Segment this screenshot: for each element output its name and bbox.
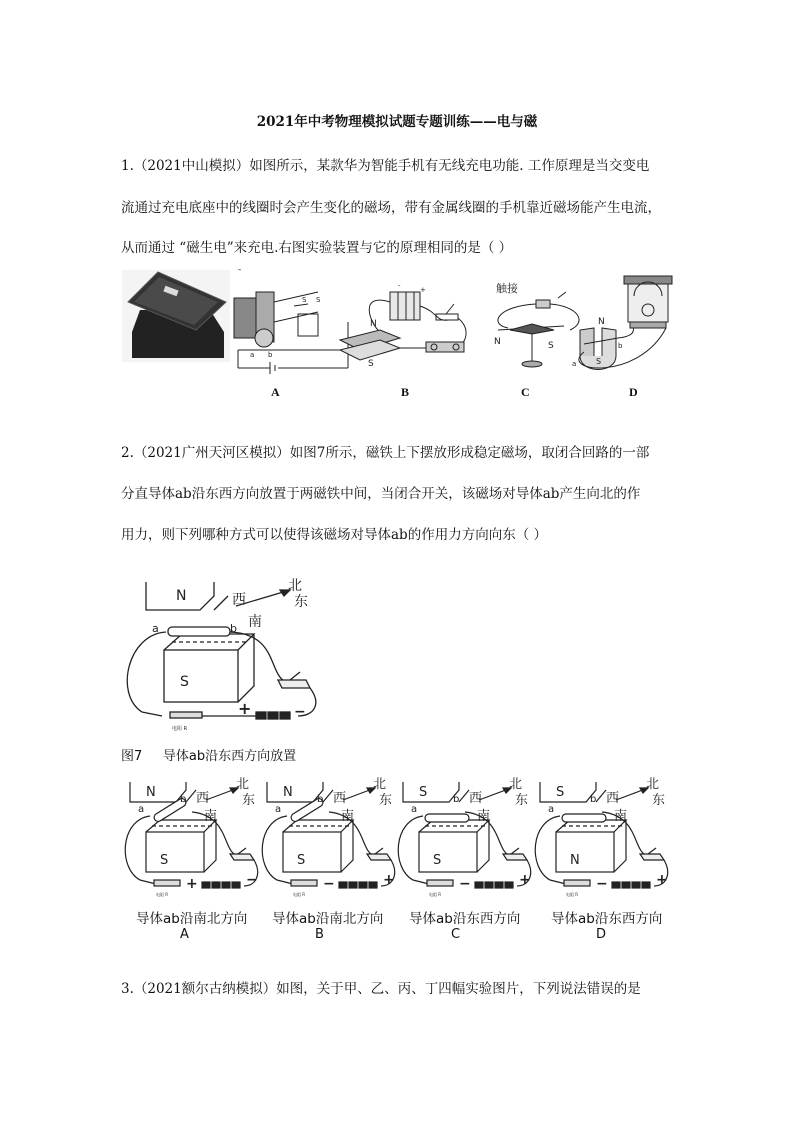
q1-option-a-label: A bbox=[271, 385, 280, 399]
option-a: a bbox=[411, 804, 418, 815]
svg-text:S: S bbox=[548, 341, 554, 351]
option-west: 西 bbox=[469, 791, 483, 806]
option-north: 北 bbox=[236, 777, 250, 792]
fig7-top-pole: N bbox=[176, 588, 187, 604]
option-north: 北 bbox=[646, 777, 660, 792]
q1-line-3: 从而通过 “磁生电”来充电.右图实验装置与它的原理相同的是（ ） bbox=[121, 240, 513, 256]
option-left-sign: − bbox=[323, 876, 335, 892]
figure-d bbox=[572, 276, 672, 370]
q2-option-d-caption: 导体ab沿东西方向 bbox=[551, 911, 663, 927]
fig7-plus: + bbox=[238, 699, 252, 718]
q2-option-figure-a bbox=[125, 777, 257, 897]
option-east: 东 bbox=[242, 793, 256, 808]
figure-7 bbox=[118, 574, 328, 734]
svg-text:b: b bbox=[618, 342, 623, 350]
option-b: b bbox=[590, 794, 597, 805]
option-top-pole: N bbox=[146, 785, 156, 800]
option-bottom-pole: S bbox=[160, 853, 169, 868]
svg-text:S: S bbox=[368, 359, 374, 369]
svg-text:a: a bbox=[572, 360, 577, 368]
q2-option-a-caption: 导体ab沿南北方向 bbox=[136, 911, 248, 927]
q2-option-figure-b bbox=[262, 777, 394, 897]
option-a: a bbox=[548, 804, 555, 815]
option-east: 东 bbox=[652, 793, 666, 808]
svg-text:S: S bbox=[316, 296, 321, 304]
option-right-sign: + bbox=[519, 872, 531, 888]
option-west: 西 bbox=[606, 791, 620, 806]
option-a: a bbox=[138, 804, 145, 815]
q2-option-d-letter: D bbox=[596, 927, 607, 942]
svg-text:N: N bbox=[370, 319, 377, 329]
option-top-pole: N bbox=[283, 785, 293, 800]
figure-7-caption: 图7 导体ab沿东西方向放置 bbox=[121, 749, 297, 764]
option-resistor: 电阻 R bbox=[429, 892, 442, 897]
option-b: b bbox=[317, 794, 324, 805]
option-top-pole: S bbox=[419, 785, 428, 800]
q1-line-2: 流通过充电底座中的线圈时会产生变化的磁场，带有金属线圈的手机靠近磁场能产生电流， bbox=[121, 200, 661, 216]
option-top-pole: S bbox=[556, 785, 565, 800]
fig7-b: b bbox=[230, 622, 237, 635]
option-north: 北 bbox=[509, 777, 523, 792]
page-title: 2021年中考物理模拟试题专题训练——电与磁 bbox=[256, 114, 538, 130]
svg-text:S: S bbox=[596, 357, 602, 366]
option-west: 西 bbox=[196, 791, 210, 806]
svg-text:N: N bbox=[494, 337, 501, 347]
fig7-north: 北 bbox=[288, 578, 302, 594]
option-bottom-pole: N bbox=[570, 853, 580, 868]
fig7-a: a bbox=[152, 622, 159, 635]
svg-text:+: + bbox=[420, 286, 426, 294]
fig7-minus: − bbox=[294, 704, 306, 720]
svg-text:-: - bbox=[398, 282, 401, 290]
q2-option-b-letter: B bbox=[315, 927, 324, 942]
option-resistor: 电阻 R bbox=[566, 892, 579, 897]
fig7-bottom-pole: S bbox=[180, 674, 189, 690]
option-a: a bbox=[275, 804, 282, 815]
fig7-resistor: 电阻 R bbox=[172, 726, 188, 732]
q1-line-1: 1.（2021中山模拟）如图所示，某款华为智能手机有无线充电功能. 工作原理是当交变电 bbox=[121, 158, 650, 174]
figure-b bbox=[340, 282, 466, 369]
option-south: 南 bbox=[341, 809, 355, 824]
fig7-south: 南 bbox=[248, 614, 262, 630]
option-south: 南 bbox=[204, 809, 218, 824]
q1-option-b-label: B bbox=[401, 385, 410, 399]
option-left-sign: − bbox=[459, 876, 471, 892]
option-left-sign: − bbox=[596, 876, 608, 892]
option-north: 北 bbox=[373, 777, 387, 792]
option-b: b bbox=[180, 794, 187, 805]
option-bottom-pole: S bbox=[433, 853, 442, 868]
figure-a bbox=[234, 265, 348, 374]
option-left-sign: + bbox=[186, 876, 198, 892]
figure-c bbox=[494, 281, 579, 367]
svg-text:b: b bbox=[268, 351, 273, 359]
option-right-sign: + bbox=[656, 872, 668, 888]
q2-option-figure-c bbox=[398, 777, 530, 897]
option-resistor: 电阻 R bbox=[293, 892, 306, 897]
option-b: b bbox=[453, 794, 460, 805]
svg-text:S: S bbox=[302, 296, 307, 304]
q2-option-a-letter: A bbox=[180, 927, 189, 942]
q2-option-b-caption: 导体ab沿南北方向 bbox=[272, 911, 384, 927]
q2-option-c-letter: C bbox=[451, 927, 461, 942]
touch-label: 触接 bbox=[496, 282, 518, 295]
option-south: 南 bbox=[614, 809, 628, 824]
q1-option-c-label: C bbox=[521, 385, 530, 399]
option-west: 西 bbox=[333, 791, 347, 806]
q2-option-c-caption: 导体ab沿东西方向 bbox=[409, 911, 521, 927]
option-resistor: 电阻 R bbox=[156, 892, 169, 897]
q2-line-1: 2.（2021广州天河区模拟）如图7所示，磁铁上下摆放形成稳定磁场，取闭合回路的一部 bbox=[121, 445, 650, 461]
fig7-east: 东 bbox=[294, 594, 308, 610]
q2-option-figure-d bbox=[535, 777, 667, 897]
option-east: 东 bbox=[379, 793, 393, 808]
q3-line-1: 3.（2021额尔古纳模拟）如图，关于甲、乙、丙、丁四幅实验图片，下列说法错误的是 bbox=[121, 981, 641, 997]
option-right-sign: − bbox=[246, 872, 258, 888]
fig7-west: 西 bbox=[232, 592, 246, 608]
q1-option-d-label: D bbox=[629, 385, 638, 399]
option-right-sign: + bbox=[383, 872, 395, 888]
q2-line-2: 分直导体ab沿东西方向放置于两磁铁中间，当闭合开关，该磁场对导体ab产生向北的作 bbox=[121, 486, 641, 502]
option-south: 南 bbox=[477, 809, 491, 824]
svg-text:N: N bbox=[598, 317, 605, 327]
option-east: 东 bbox=[515, 793, 529, 808]
svg-text:-: - bbox=[238, 265, 242, 275]
q1-figures bbox=[118, 262, 678, 404]
wireless-charger-photo bbox=[122, 270, 230, 362]
q2-line-3: 用力，则下列哪种方式可以使得该磁场对导体ab的作用力方向向东（ ） bbox=[121, 527, 547, 543]
option-bottom-pole: S bbox=[297, 853, 306, 868]
svg-text:a: a bbox=[250, 351, 255, 359]
